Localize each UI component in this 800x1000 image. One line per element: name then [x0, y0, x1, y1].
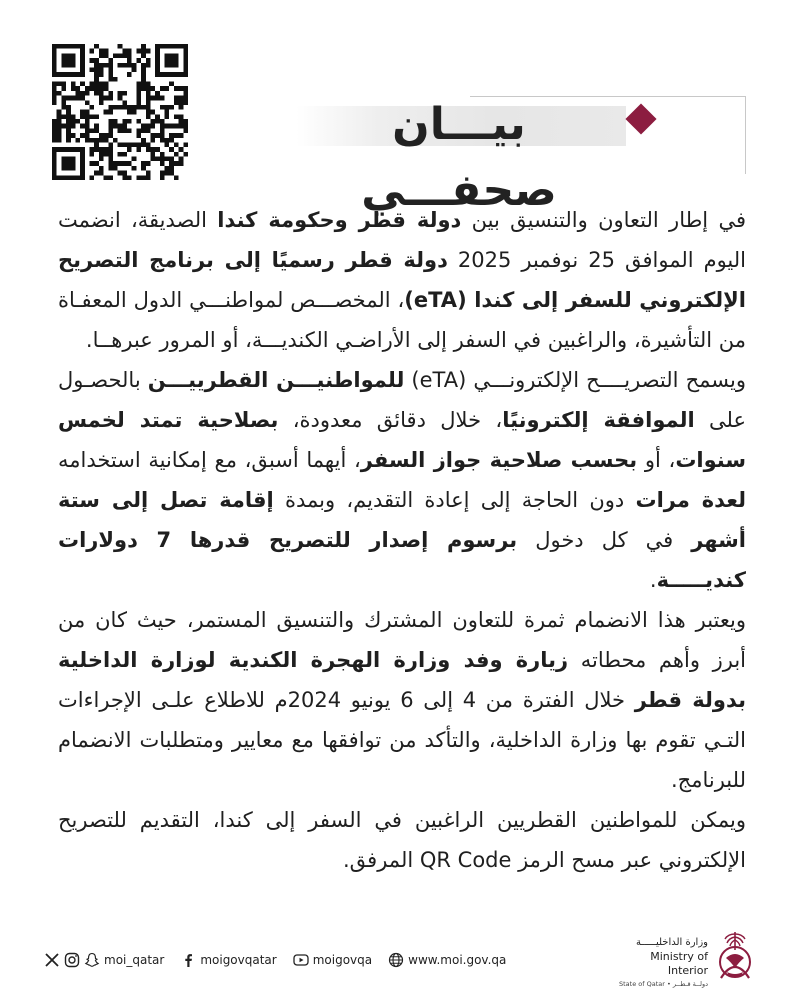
- bold-text-segment: دولة قطر رسميًا إلى برنامج التصريح الإلكتروني للسفر إلى كندا (eTA): [58, 248, 747, 312]
- page-title: بيـــان صحفـــي: [361, 99, 557, 216]
- press-release-body: [58, 200, 746, 880]
- text-segment: ويسمح التصريــــح الإلكترونـــي (eTA): [404, 368, 746, 392]
- social-group-website[interactable]: [388, 952, 506, 968]
- bold-text-segment: بصلاحية تمتد لخمس سنوات: [58, 408, 747, 472]
- youtube-icon[interactable]: [293, 952, 309, 968]
- text-segment: في إطار التعاون والتنسيق بين: [461, 208, 746, 232]
- qatar-emblem-icon: [712, 928, 758, 988]
- bold-text-segment: دولة قطر وحكومة كندا: [217, 208, 462, 232]
- x-icon[interactable]: [44, 952, 60, 968]
- social-group-facebook[interactable]: [180, 952, 276, 968]
- moi-logo-text: [612, 936, 708, 990]
- diamond-icon: [625, 103, 656, 134]
- qr-finder-pattern: [155, 44, 188, 77]
- text-segment: ويعتبر هذا الانضمام ثمرة للتعاون المشترك والتنسيق المستمر، حيث كان من أبرز وأهم محطاته: [58, 608, 747, 672]
- bold-text-segment: بحسب صلاحية جواز السفر: [360, 448, 638, 472]
- youtube-handle[interactable]: moigovqa: [312, 953, 373, 967]
- instagram-icon[interactable]: [64, 952, 80, 968]
- social-links: [44, 948, 522, 972]
- ministry-name-ar: وزارة الداخليـــــة: [635, 937, 708, 948]
- bold-text-segment: برسوم إصدار للتصريح قدرها 7 دولارات كنديـــــة: [58, 528, 746, 592]
- footer: [0, 920, 800, 1000]
- text-segment: في كل دخول: [517, 528, 692, 552]
- globe-icon[interactable]: [388, 952, 404, 968]
- body-paragraph: [58, 800, 746, 880]
- social-handle[interactable]: moi_qatar: [104, 953, 165, 967]
- bold-text-segment: للمواطنيـــن القطرييـــن: [147, 368, 405, 392]
- text-segment: ، خلال دقائق معدودة،: [278, 408, 503, 432]
- qr-finder-pattern: [52, 147, 85, 180]
- state-of-qatar-line: State of Qatar • دولــة قـطــر: [619, 980, 708, 988]
- qr-finder-pattern: [52, 44, 85, 77]
- text-segment: ويمكن للمواطنين القطريين الراغبين في السفر إلى كندا، التقديم للتصريح الإلكتروني عبر مسح الرمز QR Code المرفق.: [58, 808, 746, 872]
- text-segment: دون الحاجة إلى إعادة التقديم، وبمدة: [273, 488, 636, 512]
- ministry-name-en: Ministry of Interior: [650, 950, 708, 977]
- body-paragraph: [58, 200, 746, 360]
- text-segment: ، المخصـــص لمواطنـــي الدول المعفـاة من التأشيرة، والراغبين في السفر إلى الأراضـي الكنديـــة، أو المرور عبرهــا.: [58, 288, 746, 352]
- bold-text-segment: لعدة مرات: [635, 488, 746, 512]
- snapchat-icon[interactable]: [84, 952, 100, 968]
- body-paragraph: [58, 360, 746, 600]
- facebook-icon[interactable]: [180, 952, 196, 968]
- qr-code-icon[interactable]: [52, 44, 188, 180]
- social-group-youtube[interactable]: [293, 952, 372, 968]
- website-link[interactable]: www.moi.gov.qa: [408, 953, 507, 967]
- bold-text-segment: إقامة تصل إلى ستة أشهر: [58, 488, 746, 552]
- text-segment: ، أو: [637, 448, 676, 472]
- text-segment: .: [649, 568, 657, 592]
- social-group-moi-qatar[interactable]: [44, 952, 164, 968]
- text-segment: بالحصـول على: [58, 368, 746, 432]
- moi-logo: [612, 928, 762, 992]
- facebook-handle[interactable]: moigovqatar: [200, 953, 277, 967]
- text-segment: ، أيهما أسبق، مع إمكانية استخدامه: [58, 448, 361, 472]
- bold-text-segment: زيارة وفد وزارة الهجرة الكندية لوزارة الداخلية بدولة قطر: [58, 648, 746, 712]
- bold-text-segment: الموافقة إلكترونيًا: [502, 408, 695, 432]
- text-segment: خلال الفترة من 4 إلى 6 يونيو 2024م للاطلاع علـى الإجراءات التـي تقوم بها وزارة الداخلية، والتأكد من توافقها مع معايير ومتطلبات الانضمام للبرنامج.: [58, 688, 746, 792]
- body-paragraph: [58, 600, 746, 800]
- text-segment: الصديقة، انضمت اليوم الموافق 25 نوفمبر 2025: [58, 208, 746, 272]
- header-frame-right-line: [745, 96, 746, 174]
